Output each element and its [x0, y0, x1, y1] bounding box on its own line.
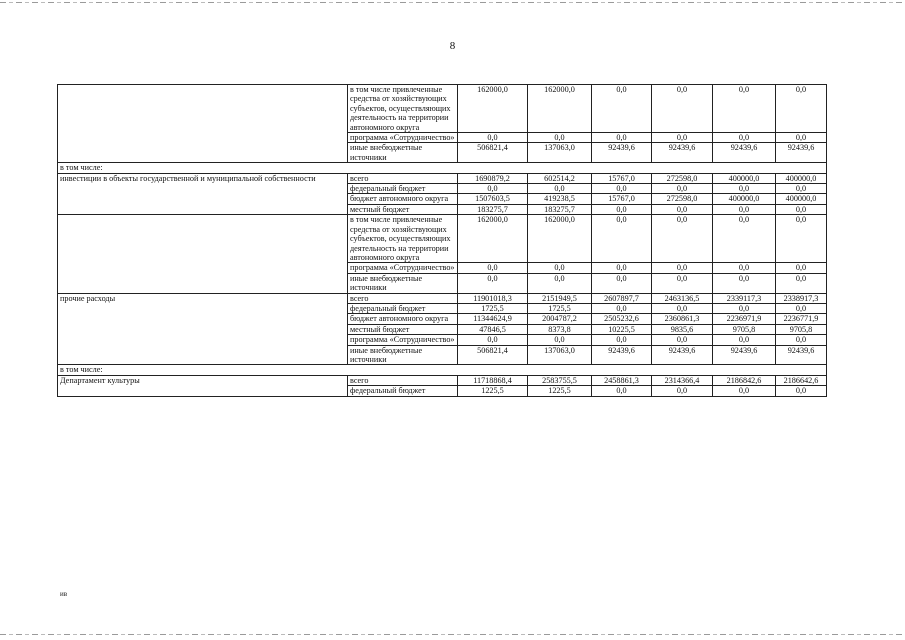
amount-cell: 0,0 [652, 335, 713, 345]
amount-cell: 602514,2 [528, 173, 592, 183]
amount-cell: 0,0 [592, 85, 652, 133]
amount-cell: 0,0 [776, 184, 827, 194]
amount-cell: 0,0 [592, 215, 652, 263]
amount-cell: 0,0 [652, 204, 713, 214]
amount-cell: 2607897,7 [592, 293, 652, 303]
amount-cell: 0,0 [652, 133, 713, 143]
amount-cell: 0,0 [776, 386, 827, 396]
amount-cell: 92439,6 [652, 345, 713, 365]
amount-cell: 1725,5 [458, 303, 528, 313]
amount-cell: 272598,0 [652, 173, 713, 183]
table-row [58, 293, 827, 303]
amount-cell: 400000,0 [713, 173, 776, 183]
amount-cell: 0,0 [776, 303, 827, 313]
funding-source-cell: всего [348, 173, 458, 183]
amount-cell: 506821,4 [458, 143, 528, 163]
amount-cell: 92439,6 [592, 143, 652, 163]
amount-cell: 0,0 [592, 133, 652, 143]
amount-cell: 506821,4 [458, 345, 528, 365]
category-cell: прочие расходы [58, 293, 348, 365]
amount-cell: 419238,5 [528, 194, 592, 204]
amount-cell: 0,0 [713, 85, 776, 133]
amount-cell: 0,0 [592, 303, 652, 313]
amount-cell: 0,0 [776, 273, 827, 293]
amount-cell: 9705,8 [713, 324, 776, 334]
amount-cell: 2583755,5 [528, 375, 592, 385]
amount-cell: 0,0 [713, 273, 776, 293]
funding-source-cell: иные внебюджетные источники [348, 273, 458, 293]
funding-source-cell: программа «Сотрудничество» [348, 263, 458, 273]
amount-cell: 272598,0 [652, 194, 713, 204]
amount-cell: 183275,7 [528, 204, 592, 214]
funding-source-cell: в том числе привлеченные средства от хозяйствующих субъектов, осуществляющих деятельность на территории автономного округа [348, 85, 458, 133]
amount-cell: 9705,8 [776, 324, 827, 334]
page-number: 8 [449, 40, 456, 52]
amount-cell: 0,0 [713, 303, 776, 313]
amount-cell: 0,0 [528, 184, 592, 194]
amount-cell: 0,0 [776, 204, 827, 214]
amount-cell: 0,0 [592, 273, 652, 293]
amount-cell: 0,0 [528, 263, 592, 273]
amount-cell: 2505232,6 [592, 314, 652, 324]
table-row [58, 163, 827, 173]
category-cell: инвестиции в объекты государственной и муниципальной собственности [58, 173, 348, 215]
amount-cell: 11901018,3 [458, 293, 528, 303]
amount-cell: 0,0 [713, 386, 776, 396]
amount-cell: 2338917,3 [776, 293, 827, 303]
table-row [58, 365, 827, 375]
amount-cell: 2458861,3 [592, 375, 652, 385]
funding-source-cell: федеральный бюджет [348, 386, 458, 396]
amount-cell: 0,0 [776, 263, 827, 273]
amount-cell: 2236971,9 [713, 314, 776, 324]
amount-cell: 0,0 [776, 85, 827, 133]
table-row [58, 173, 827, 183]
amount-cell: 0,0 [592, 263, 652, 273]
amount-cell: 0,0 [713, 263, 776, 273]
funding-source-cell: местный бюджет [348, 324, 458, 334]
table-row [58, 85, 827, 133]
amount-cell: 0,0 [652, 273, 713, 293]
funding-source-cell: бюджет автономного округа [348, 194, 458, 204]
amount-cell: 1225,5 [458, 386, 528, 396]
amount-cell: 1507603,5 [458, 194, 528, 204]
amount-cell: 2236771,9 [776, 314, 827, 324]
amount-cell: 92439,6 [713, 345, 776, 365]
amount-cell: 2186642,6 [776, 375, 827, 385]
amount-cell: 0,0 [713, 215, 776, 263]
funding-source-cell: федеральный бюджет [348, 184, 458, 194]
amount-cell: 162000,0 [458, 215, 528, 263]
amount-cell: 2339117,3 [713, 293, 776, 303]
amount-cell: 15767,0 [592, 194, 652, 204]
amount-cell: 0,0 [528, 133, 592, 143]
funding-source-cell: иные внебюджетные источники [348, 345, 458, 365]
funding-source-cell: программа «Сотрудничество» [348, 335, 458, 345]
amount-cell: 0,0 [776, 215, 827, 263]
amount-cell: 137063,0 [528, 143, 592, 163]
section-caption: в том числе: [58, 365, 827, 375]
amount-cell: 15767,0 [592, 173, 652, 183]
amount-cell: 11718868,4 [458, 375, 528, 385]
amount-cell: 0,0 [592, 386, 652, 396]
amount-cell: 137063,0 [528, 345, 592, 365]
amount-cell: 400000,0 [713, 194, 776, 204]
amount-cell: 2463136,5 [652, 293, 713, 303]
funding-source-cell: местный бюджет [348, 204, 458, 214]
amount-cell: 0,0 [458, 184, 528, 194]
budget-table [57, 84, 827, 397]
amount-cell: 2314366,4 [652, 375, 713, 385]
amount-cell: 0,0 [592, 204, 652, 214]
amount-cell: 2004787,2 [528, 314, 592, 324]
amount-cell: 0,0 [652, 263, 713, 273]
amount-cell: 0,0 [713, 335, 776, 345]
amount-cell: 0,0 [713, 204, 776, 214]
amount-cell: 0,0 [592, 335, 652, 345]
footer-mark: ив [60, 590, 68, 598]
amount-cell: 92439,6 [776, 345, 827, 365]
category-cell [58, 85, 348, 163]
amount-cell: 0,0 [592, 184, 652, 194]
amount-cell: 0,0 [652, 303, 713, 313]
amount-cell: 0,0 [776, 335, 827, 345]
amount-cell: 0,0 [458, 133, 528, 143]
funding-source-cell: федеральный бюджет [348, 303, 458, 313]
amount-cell: 0,0 [713, 133, 776, 143]
amount-cell: 1225,5 [528, 386, 592, 396]
funding-source-cell: всего [348, 293, 458, 303]
funding-source-cell: всего [348, 375, 458, 385]
amount-cell: 400000,0 [776, 194, 827, 204]
amount-cell: 92439,6 [592, 345, 652, 365]
table-row [58, 375, 827, 385]
category-cell: Департамент культуры [58, 375, 348, 396]
amount-cell: 92439,6 [776, 143, 827, 163]
amount-cell: 0,0 [652, 215, 713, 263]
amount-cell: 0,0 [458, 273, 528, 293]
amount-cell: 0,0 [528, 273, 592, 293]
funding-source-cell: в том числе привлеченные средства от хозяйствующих субъектов, осуществляющих деятельность на территории автономного округа [348, 215, 458, 263]
amount-cell: 8373,8 [528, 324, 592, 334]
amount-cell: 0,0 [458, 335, 528, 345]
amount-cell: 0,0 [652, 386, 713, 396]
amount-cell: 2151949,5 [528, 293, 592, 303]
amount-cell: 162000,0 [458, 85, 528, 133]
scan-edge-bottom [0, 634, 905, 635]
amount-cell: 47846,5 [458, 324, 528, 334]
amount-cell: 1690879,2 [458, 173, 528, 183]
amount-cell: 10225,5 [592, 324, 652, 334]
amount-cell: 2360861,3 [652, 314, 713, 324]
amount-cell: 0,0 [713, 184, 776, 194]
amount-cell: 11344624,9 [458, 314, 528, 324]
amount-cell: 0,0 [652, 85, 713, 133]
amount-cell: 162000,0 [528, 85, 592, 133]
amount-cell: 92439,6 [652, 143, 713, 163]
amount-cell: 1725,5 [528, 303, 592, 313]
amount-cell: 400000,0 [776, 173, 827, 183]
amount-cell: 162000,0 [528, 215, 592, 263]
funding-source-cell: программа «Сотрудничество» [348, 133, 458, 143]
scan-edge-top [0, 2, 905, 3]
amount-cell: 2186842,6 [713, 375, 776, 385]
amount-cell: 0,0 [776, 133, 827, 143]
amount-cell: 0,0 [458, 263, 528, 273]
amount-cell: 0,0 [652, 184, 713, 194]
category-cell [58, 215, 348, 293]
funding-source-cell: иные внебюджетные источники [348, 143, 458, 163]
section-caption: в том числе: [58, 163, 827, 173]
amount-cell: 9835,6 [652, 324, 713, 334]
amount-cell: 92439,6 [713, 143, 776, 163]
amount-cell: 183275,7 [458, 204, 528, 214]
amount-cell: 0,0 [528, 335, 592, 345]
table-row [58, 215, 827, 263]
funding-source-cell: бюджет автономного округа [348, 314, 458, 324]
